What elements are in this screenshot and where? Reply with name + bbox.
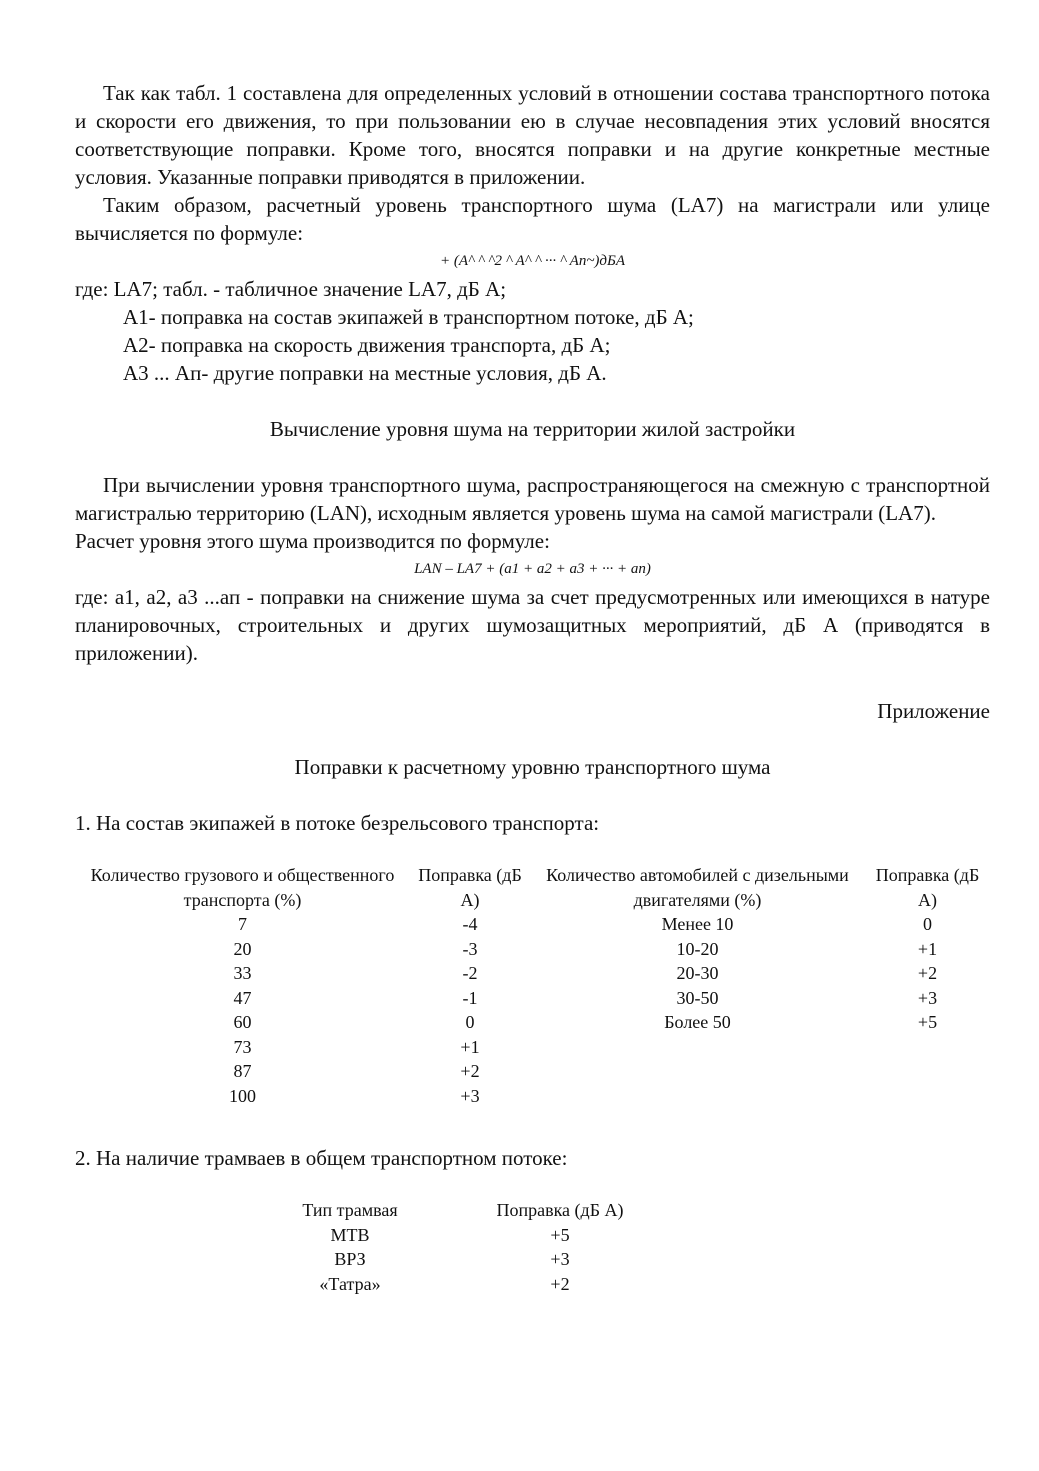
table-cell: 30-50 (676, 987, 719, 1008)
table-cell: ВРЗ (334, 1249, 366, 1269)
table-header: Поправка (дБ А) (875, 865, 980, 910)
table-cell (865, 1035, 990, 1060)
appendix-label: Приложение (877, 699, 990, 723)
table-row (75, 961, 990, 986)
paragraph-a-definitions: где: а1, а2, а3 ...ап - поправки на снижение шума за счет предусмотренных или имеющихся в натуре планировочных, строительных и других шумозащитных мероприятий, дБ А (приводятся в приложении). (75, 585, 990, 665)
table-header: Тип трамвая (302, 1200, 398, 1220)
appendix-title: Поправки к расчетному уровню транспортного шума (294, 755, 771, 779)
definition-la7: где: LA7; табл. - табличное значение LA7, дБ А; (75, 277, 507, 301)
paragraph-table-corrections: Так как табл. 1 составлена для определенных условий в отношении состава транспортного потока и скорости его движения, то при пользовании ею в случае несовпадения этих условий вносятся соответствующие поправки. Кроме того, вносятся поправки и на другие конкретные местные условия. Указанные поправки приводятся в приложении. (75, 81, 990, 189)
table-cell: 0 (923, 914, 932, 934)
table-cell: 0 (465, 1012, 475, 1032)
table-cell: +3 (917, 987, 938, 1008)
table-cell: +1 (917, 938, 938, 959)
table-row (275, 1223, 695, 1248)
item-1-heading: 1. На состав экипажей в потоке безрельсового транспорта: (75, 811, 600, 835)
definition-a2: А2- поправка на скорость движения транспорта, дБ А; (123, 333, 611, 357)
table-cell (530, 1084, 865, 1109)
table-header: Количество грузового и общественного транспорта (%) (90, 865, 395, 910)
table-cell (530, 1059, 865, 1084)
table-row (75, 937, 990, 962)
table-cell: Более 50 (664, 1012, 731, 1032)
table-cell: 60 (233, 1012, 252, 1032)
paragraph-lan: При вычислении уровня транспортного шума, распространяющегося на смежную с транспортной магистралью территорию (LAN), исходным является уровень шума на самой магистрали (LA7). (75, 473, 990, 525)
table-cell: 47 (233, 987, 252, 1008)
table-header: Поправка (дБ А) (496, 1200, 624, 1220)
table-header: Количество автомобилей с дизельными двигателями (%) (546, 865, 849, 910)
definition-a1: А1- поправка на состав экипажей в транспортном потоке, дБ А; (123, 305, 694, 329)
table-row (75, 1084, 990, 1109)
table-cell: -1 (462, 987, 478, 1008)
paragraph-formula-intro: Расчет уровня этого шума производится по формуле: (75, 529, 550, 553)
table-cell: 10-20 (676, 938, 719, 959)
table-cell: МТВ (330, 1224, 370, 1245)
table-cell: 87 (233, 1061, 252, 1081)
table-cell: 20-30 (676, 963, 719, 983)
table-cell: -2 (462, 963, 478, 983)
definition-a3-an: А3 ... Ап- другие поправки на местные условия, дБ А. (123, 361, 607, 385)
table-row (75, 1059, 990, 1084)
section-heading: Вычисление уровня шума на территории жилой застройки (269, 417, 796, 441)
table-cell: 73 (233, 1036, 252, 1057)
document-page (75, 79, 990, 1296)
table-cell: -4 (462, 914, 478, 934)
item-2-heading: 2. На наличие трамваев в общем транспортном потоке: (75, 1146, 568, 1170)
table-cell: «Татра» (319, 1273, 381, 1294)
table-cell: -3 (462, 938, 478, 959)
table-row (75, 1035, 990, 1060)
table-cell: +2 (917, 963, 938, 983)
table-cell: +5 (550, 1224, 570, 1245)
table-cell: +3 (550, 1249, 570, 1269)
paragraph-calc-level: Таким образом, расчетный уровень транспортного шума (LA7) на магистрали или улице вычисляется по формуле: (75, 193, 990, 245)
table-row (75, 1010, 990, 1035)
tram-type-table (275, 1198, 695, 1296)
table-cell (530, 1035, 865, 1060)
table-cell (865, 1059, 990, 1084)
table-cell: +5 (917, 1012, 938, 1032)
table-row (275, 1272, 695, 1297)
formula-lan: LAN – LA7 + (a1 + a2 + a3 + ··· + an) (414, 561, 651, 577)
table-row (75, 912, 990, 937)
table-cell: Менее 10 (661, 914, 734, 934)
table-cell: 7 (238, 914, 247, 934)
table-cell: +2 (550, 1273, 570, 1294)
table-row (75, 986, 990, 1011)
table-cell: 20 (233, 938, 252, 959)
table-cell: +2 (460, 1061, 480, 1081)
table-cell: 33 (233, 963, 252, 983)
vehicle-composition-table (75, 863, 990, 1108)
table-cell: +3 (460, 1085, 480, 1106)
table-cell: +1 (460, 1036, 480, 1057)
table-row (275, 1247, 695, 1272)
formula-definitions (75, 275, 990, 387)
table-cell: 100 (229, 1085, 256, 1106)
formula-la7: + (A^ ^ ^2 ^ A^ ^ ··· ^ An~)дБA (439, 253, 626, 269)
table-header: Поправка (дБ А) (418, 865, 522, 910)
table-cell (865, 1084, 990, 1109)
